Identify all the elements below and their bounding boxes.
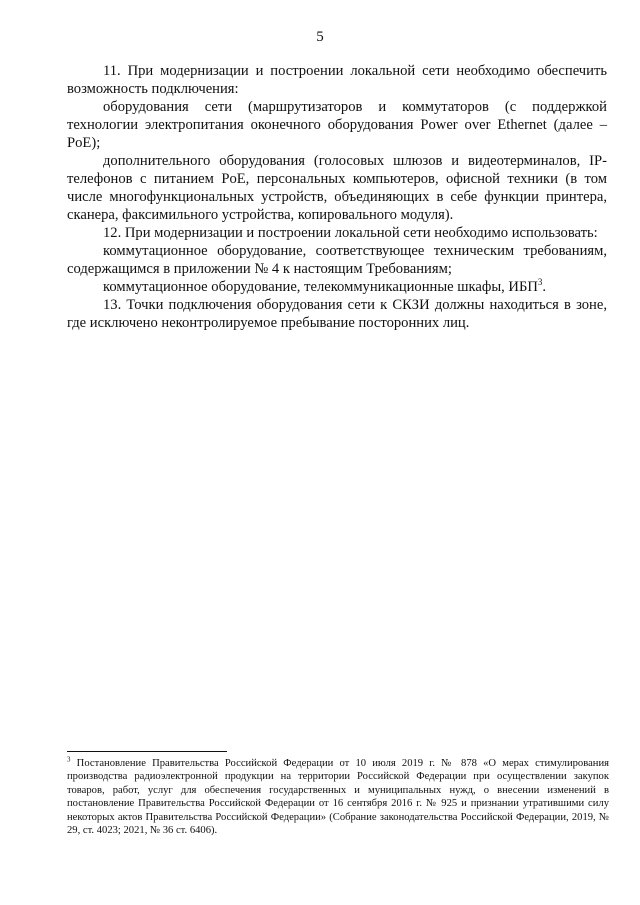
- paragraph-12: 12. При модернизации и построении локальной сети необходимо использовать:: [103, 225, 598, 241]
- paragraph-11-item-network-equipment: оборудования сети (маршрутизаторов и коммутаторов (с поддержкой технологии электропитания оконечного оборудования Power over Ethernet (далее – PoE);: [67, 99, 607, 151]
- paragraph-12-item-cabinets-ups-text: коммутационное оборудование, телекоммуникационные шкафы, ИБП: [103, 279, 538, 295]
- footnote-text: Постановление Правительства Российской Федерации от 10 июля 2019 г. № 878 «О мерах стимулирования производства радиоэлектронной продукции на территории Российской Федерации при осуществлении закупок товаров, работ, услуг для обеспечения государственных и муниципальных нужд, о внесении изменений в постановление Правительства Российской Федерации от 16 сентября 2016 г. № 925 и признании утратившими силу некоторых актов Правительства Российской Федерации» (Собрание законодательства Российской Федерации, 2019, № 29, ст. 4023; 2021, № 36 ст. 6406).: [67, 758, 609, 837]
- paragraph-12-item-switching-equipment: коммутационное оборудование, соответствующее техническим требованиям, содержащимся в приложении № 4 к настоящим Требованиям;: [67, 243, 607, 277]
- paragraph-13: 13. Точки подключения оборудования сети к СКЗИ должны находиться в зоне, где исключено неконтролируемое пребывание посторонних лиц.: [67, 297, 607, 331]
- paragraph-11: 11. При модернизации и построении локальной сети необходимо обеспечить возможность подключения:: [67, 63, 607, 97]
- page-number: 5: [316, 29, 324, 45]
- footnote-separator: [67, 751, 227, 752]
- footnote-reference: 3: [537, 277, 543, 288]
- document-body: [67, 62, 607, 332]
- footnote-marker: 3: [67, 755, 71, 764]
- footnote-reference-trailing: .: [542, 279, 547, 295]
- footnote: [67, 757, 609, 837]
- paragraph-11-item-additional-equipment: дополнительного оборудования (голосовых шлюзов и видеотерминалов, IP-телефонов с питанием PoE, персональных компьютеров, офисной техники (в том числе многофункциональных устройств, объединяющих в себе функции принтера, сканера, факсимильного устройства, копировального модуля).: [67, 153, 607, 223]
- paragraph-12-item-cabinets-ups: [67, 278, 607, 296]
